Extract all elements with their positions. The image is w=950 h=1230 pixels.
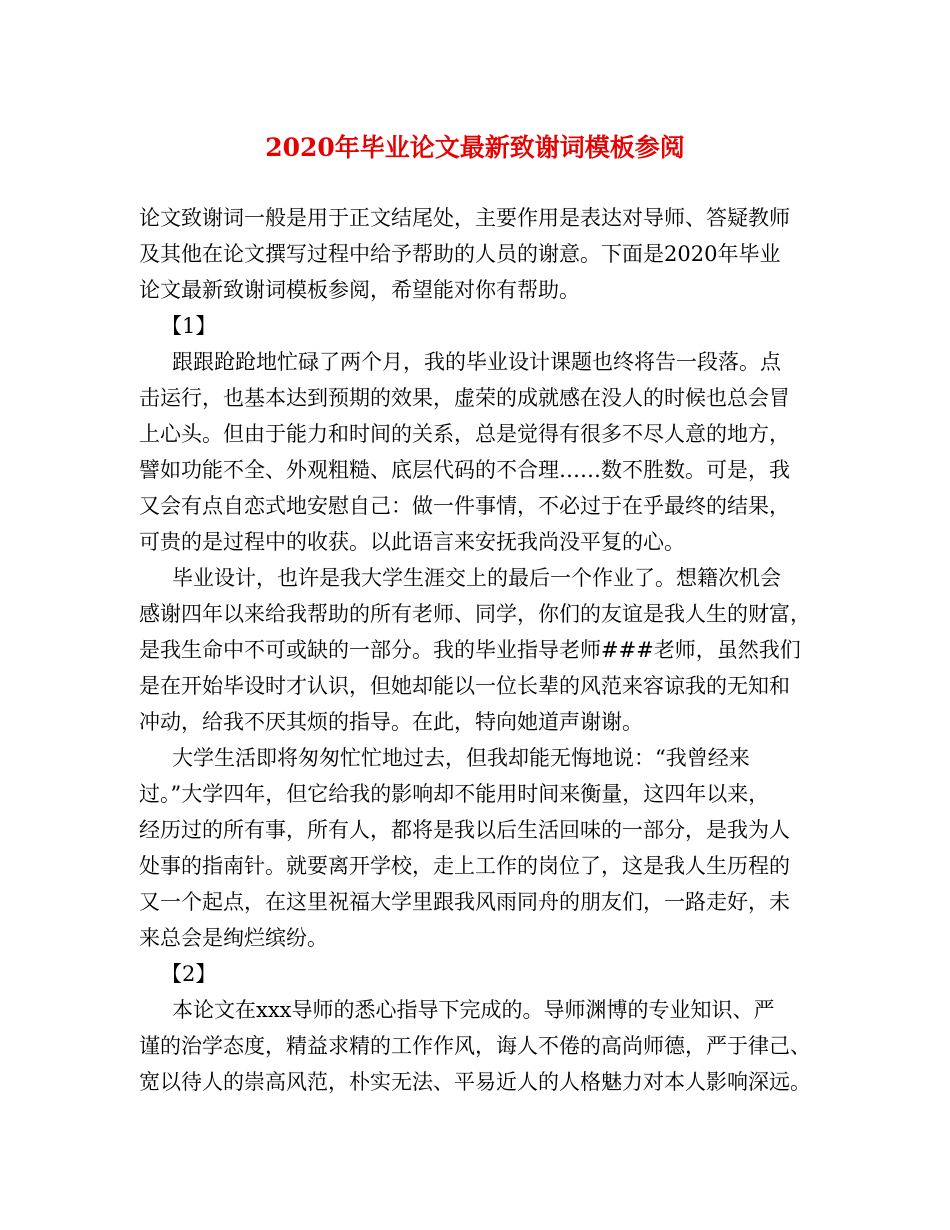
paragraph-line: 宽以待人的崇高风范，朴实无法、平易近人的人格魅力对本人影响深远。 xyxy=(139,1070,811,1094)
document-body xyxy=(139,200,817,1100)
paragraph-line: 譬如功能不全、外观粗糙、底层代码的不合理……数不胜数。可是，我 xyxy=(139,458,790,482)
paragraph-line: 击运行，也基本达到预期的效果，虚荣的成就感在没人的时候也总会冒 xyxy=(139,386,790,410)
paragraph-line: 冲动，给我不厌其烦的指导。在此，特向她道声谢谢。 xyxy=(139,710,643,734)
paragraph-line: 论文致谢词一般是用于正文结尾处，主要作用是表达对导师、答疑教师 xyxy=(139,206,790,230)
paragraph-line: 来总会是绚烂缤纷。 xyxy=(139,926,328,950)
paragraph-line: 是我生命中不可或缺的一部分。我的毕业指导老师###老师，虽然我们 xyxy=(139,638,801,662)
paragraph-line: 本论文在xxx导师的悉心指导下完成的。导师渊博的专业知识、严 xyxy=(172,998,775,1022)
paragraph-line: 毕业设计，也许是我大学生涯交上的最后一个作业了。想籍次机会 xyxy=(172,566,781,590)
paragraph-line: 经历过的所有事，所有人，都将是我以后生活回味的一部分，是我为人 xyxy=(139,818,790,842)
paragraph-line: 又会有点自恋式地安慰自己：做一件事情，不必过于在乎最终的结果， xyxy=(139,494,790,518)
paragraph-line: 是在开始毕设时才认识，但她却能以一位长辈的风范来容谅我的无知和 xyxy=(139,674,790,698)
paragraph-line: 又一个起点，在这里祝福大学里跟我风雨同舟的朋友们，一路走好，未 xyxy=(139,890,790,914)
paragraph-line: 上心头。但由于能力和时间的关系，总是觉得有很多不尽人意的地方， xyxy=(139,422,790,446)
paragraph-line: 跟跟跄跄地忙碌了两个月，我的毕业设计课题也终将告一段落。点 xyxy=(172,350,781,374)
paragraph-line: 论文最新致谢词模板参阅，希望能对你有帮助。 xyxy=(139,278,580,302)
section-marker-1: 【1】 xyxy=(161,314,217,338)
document-title: 2020年毕业论文最新致谢词模板参阅 xyxy=(265,133,685,162)
paragraph-line: 感谢四年以来给我帮助的所有老师、同学，你们的友谊是我人生的财富， xyxy=(139,602,811,626)
paragraph-line: 谨的治学态度，精益求精的工作作风，诲人不倦的高尚师德，严于律己、 xyxy=(139,1034,811,1058)
paragraph-line: 可贵的是过程中的收获。以此语言来安抚我尚没平复的心。 xyxy=(139,530,685,554)
section-marker-2: 【2】 xyxy=(161,962,217,986)
paragraph-line: 处事的指南针。就要离开学校，走上工作的岗位了，这是我人生历程的 xyxy=(139,854,790,878)
paragraph-line: 大学生活即将匆匆忙忙地过去，但我却能无悔地说：“我曾经来 xyxy=(172,746,750,770)
paragraph-line: 过。”大学四年，但它给我的影响却不能用时间来衡量，这四年以来， xyxy=(139,782,770,806)
paragraph-line: 及其他在论文撰写过程中给予帮助的人员的谢意。下面是2020年毕业 xyxy=(139,242,781,266)
